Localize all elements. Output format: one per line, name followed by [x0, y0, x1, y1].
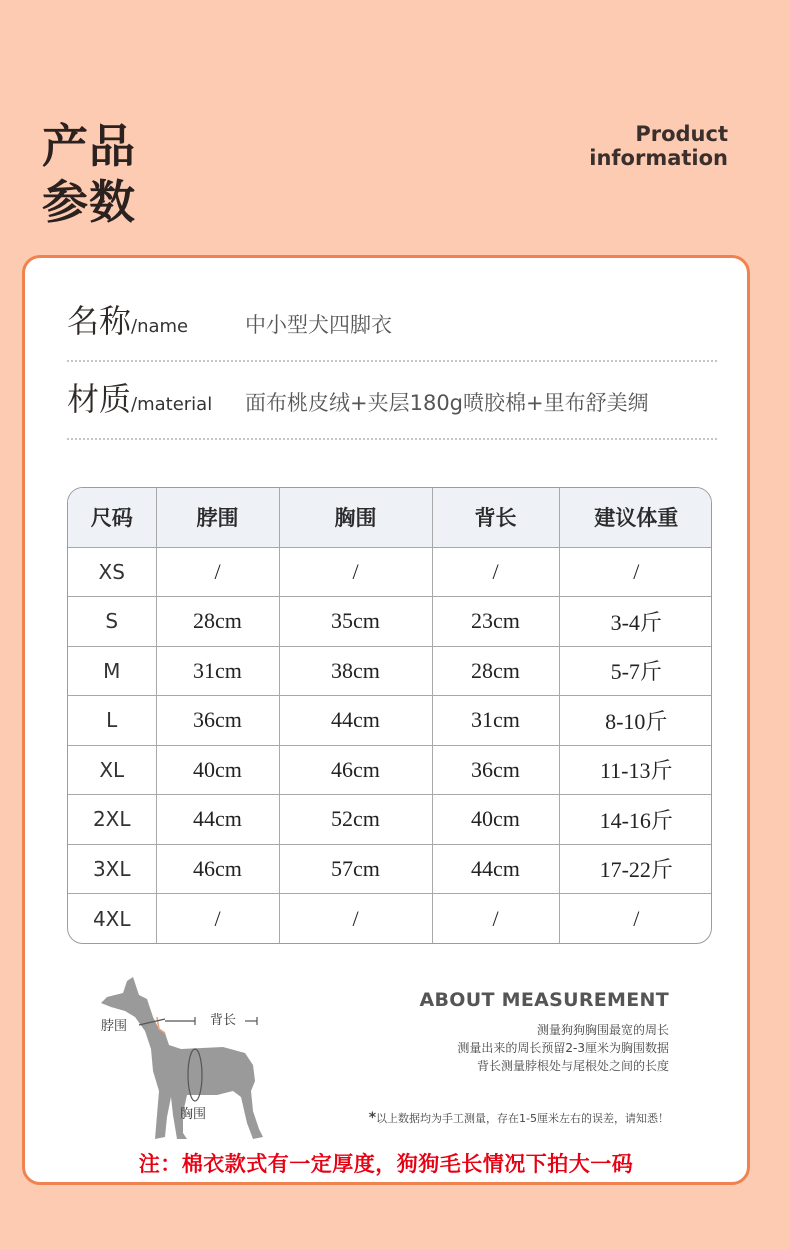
material-label	[67, 374, 212, 420]
table-row	[68, 696, 712, 746]
title-line-1: 产品	[42, 119, 136, 173]
cell-back: 28cm	[432, 646, 559, 696]
cell-chest: 35cm	[279, 597, 432, 647]
info-row-name	[67, 284, 717, 362]
chest-label: 胸围	[180, 1107, 207, 1122]
cell-size: L	[68, 696, 156, 746]
table-row	[68, 844, 712, 894]
name-label-en: /name	[131, 316, 189, 337]
cell-chest: /	[279, 547, 432, 597]
cell-weight: /	[559, 894, 712, 944]
cell-size: 2XL	[68, 795, 156, 845]
cell-back: 31cm	[432, 696, 559, 746]
disclaimer	[369, 1110, 669, 1126]
cell-back: /	[432, 547, 559, 597]
cell-neck: 36cm	[156, 696, 279, 746]
table-header-row	[68, 488, 712, 547]
cell-neck: 40cm	[156, 745, 279, 795]
about-measurement-title: ABOUT MEASUREMENT	[419, 989, 669, 1011]
header-chest: 胸围	[279, 488, 432, 547]
asterisk-icon: *	[368, 1110, 377, 1126]
back-label: 背长	[210, 1013, 237, 1028]
header-neck: 脖围	[156, 488, 279, 547]
size-note: 注：棉衣款式有一定厚度，狗狗毛长情况下拍大一码	[138, 1152, 634, 1176]
info-row-material	[67, 362, 717, 440]
cell-size: S	[68, 597, 156, 647]
table-row	[68, 894, 712, 944]
cell-weight: 14-16斤	[559, 795, 712, 845]
cell-neck: 44cm	[156, 795, 279, 845]
name-label	[67, 296, 188, 342]
material-label-cn: 材质	[67, 380, 132, 418]
about-line: 测量出来的周长预留2-3厘米为胸围数据	[457, 1041, 669, 1055]
cell-weight: /	[559, 547, 712, 597]
page-title-en	[589, 122, 728, 170]
cell-size: XS	[68, 547, 156, 597]
cell-size: 4XL	[68, 894, 156, 944]
about-line: 背长测量脖根处与尾根处之间的长度	[476, 1059, 669, 1073]
cell-neck: 31cm	[156, 646, 279, 696]
cell-neck: /	[156, 547, 279, 597]
header-size: 尺码	[68, 488, 156, 547]
table-row	[68, 646, 712, 696]
table-row	[68, 597, 712, 647]
size-table	[67, 487, 712, 944]
table-row	[68, 547, 712, 597]
title-en-line-2: information	[589, 146, 728, 170]
cell-back: /	[432, 894, 559, 944]
cell-size: 3XL	[68, 844, 156, 894]
cell-neck: /	[156, 894, 279, 944]
cell-chest: 44cm	[279, 696, 432, 746]
cell-chest: 52cm	[279, 795, 432, 845]
material-label-en: /material	[131, 394, 213, 415]
cell-back: 36cm	[432, 745, 559, 795]
cell-back: 40cm	[432, 795, 559, 845]
page-title	[42, 118, 136, 230]
cell-weight: 8-10斤	[559, 696, 712, 746]
title-line-2: 参数	[42, 175, 136, 229]
cell-chest: 38cm	[279, 646, 432, 696]
name-value: 中小型犬四脚衣	[245, 313, 392, 337]
cell-back: 44cm	[432, 844, 559, 894]
product-info-card	[22, 255, 750, 1185]
cell-weight: 5-7斤	[559, 646, 712, 696]
header-weight: 建议体重	[559, 488, 712, 547]
header-back: 背长	[432, 488, 559, 547]
about-measurement-text	[457, 1021, 669, 1075]
table-row	[68, 795, 712, 845]
cell-neck: 46cm	[156, 844, 279, 894]
name-label-cn: 名称	[67, 302, 132, 340]
material-value: 面布桃皮绒+夹层180g喷胶棉+里布舒美绸	[245, 391, 649, 415]
cell-weight: 3-4斤	[559, 597, 712, 647]
cell-weight: 17-22斤	[559, 844, 712, 894]
disclaimer-text: 以上数据均为手工测量，存在1-5厘米左右的误差，请知悉！	[376, 1112, 669, 1125]
about-line: 测量狗狗胸围最宽的周长	[536, 1023, 669, 1037]
cell-back: 23cm	[432, 597, 559, 647]
neck-label: 脖围	[101, 1019, 128, 1034]
dog-measurement-diagram	[95, 973, 295, 1148]
cell-neck: 28cm	[156, 597, 279, 647]
table-row	[68, 745, 712, 795]
cell-chest: /	[279, 894, 432, 944]
cell-size: XL	[68, 745, 156, 795]
title-en-line-1: Product	[635, 122, 728, 146]
cell-chest: 57cm	[279, 844, 432, 894]
cell-size: M	[68, 646, 156, 696]
cell-chest: 46cm	[279, 745, 432, 795]
cell-weight: 11-13斤	[559, 745, 712, 795]
